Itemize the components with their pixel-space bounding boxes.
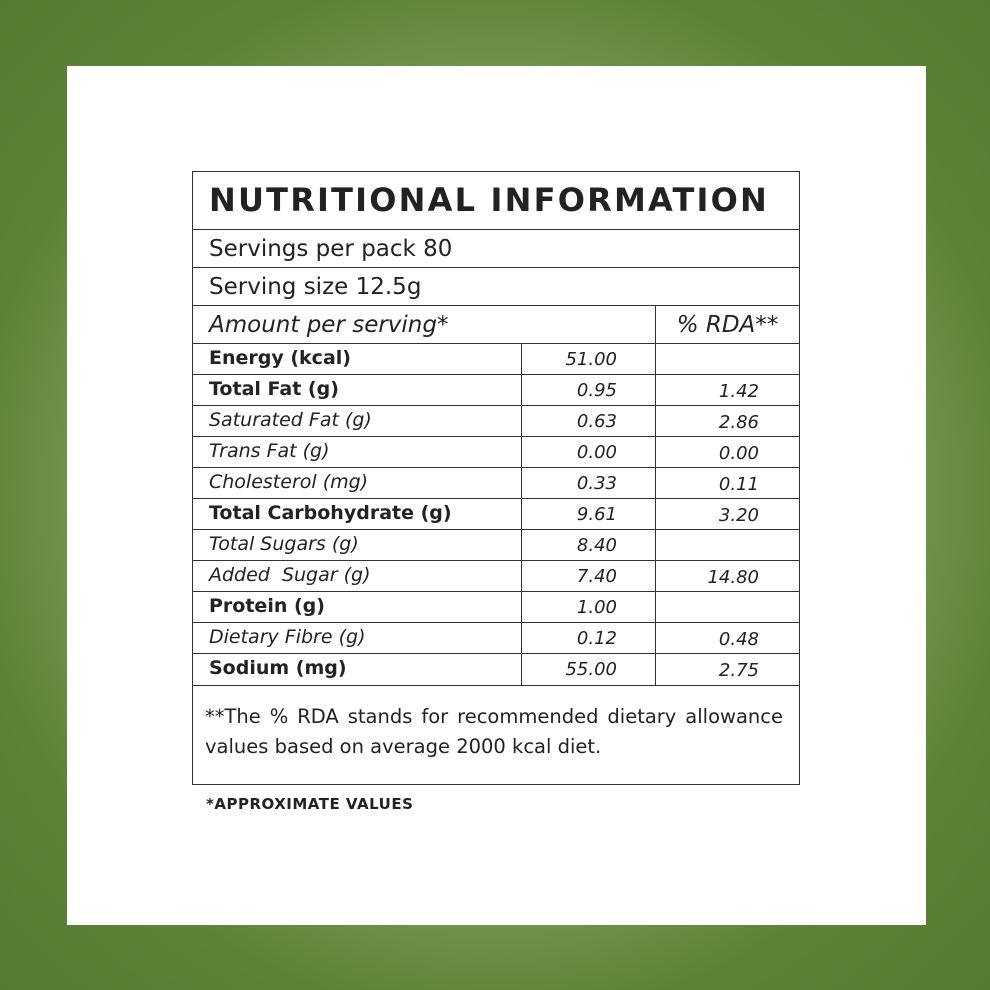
nutrient-rda: 0.48 [718, 629, 759, 650]
table-row [193, 437, 799, 468]
serving-size: Serving size 12.5g [193, 268, 799, 306]
table-row [193, 592, 799, 623]
table-row [193, 344, 799, 375]
nutrient-rda: 14.80 [707, 567, 759, 588]
nutrient-name: Sodium (mg) [193, 654, 522, 685]
nutrient-rda [656, 592, 799, 622]
nutrient-name: Total Carbohydrate (g) [193, 499, 522, 529]
table-row [193, 468, 799, 499]
label-card [67, 66, 926, 925]
nutrient-name: Trans Fat (g) [193, 437, 522, 467]
nutrient-amount: 51.00 [522, 344, 656, 374]
nutrient-amount: 0.00 [522, 437, 656, 467]
table-header [193, 306, 799, 344]
nutrient-table [193, 344, 799, 686]
nutrient-rda: 0.11 [718, 474, 759, 495]
nutrient-rda: 0.00 [718, 443, 759, 464]
nutrient-name: Dietary Fibre (g) [193, 623, 522, 653]
table-row [193, 375, 799, 406]
nutrient-amount: 0.63 [522, 406, 656, 436]
nutrient-rda: 1.42 [718, 381, 759, 402]
panel-title: NUTRITIONAL INFORMATION [193, 172, 799, 230]
nutrient-amount: 7.40 [522, 561, 656, 591]
nutrient-rda [656, 344, 799, 374]
nutrient-name: Added Sugar (g) [193, 561, 522, 591]
nutrient-name: Saturated Fat (g) [193, 406, 522, 436]
nutrient-rda: 3.20 [718, 505, 759, 526]
nutrient-amount: 55.00 [522, 654, 656, 685]
rda-footnote: **The % RDA stands for recommended dietary allowance values based on average 2000 kcal diet. [205, 705, 783, 758]
amount-per-serving-header: Amount per serving* [193, 306, 656, 343]
nutrient-name: Total Sugars (g) [193, 530, 522, 560]
nutrient-rda [656, 530, 799, 560]
nutrient-amount: 0.12 [522, 623, 656, 653]
rda-header: % RDA** [676, 312, 779, 338]
nutrient-amount: 1.00 [522, 592, 656, 622]
nutrient-rda: 2.75 [718, 660, 759, 681]
nutrient-name: Energy (kcal) [193, 344, 522, 374]
table-row [193, 561, 799, 592]
nutrition-panel [192, 171, 800, 785]
nutrient-amount: 9.61 [522, 499, 656, 529]
nutrient-name: Cholesterol (mg) [193, 468, 522, 498]
table-row [193, 406, 799, 437]
table-row [193, 623, 799, 654]
table-row [193, 654, 799, 685]
nutrient-rda: 2.86 [718, 412, 759, 433]
nutrient-amount: 8.40 [522, 530, 656, 560]
nutrient-name: Protein (g) [193, 592, 522, 622]
servings-per-pack: Servings per pack 80 [193, 230, 799, 268]
table-row [193, 499, 799, 530]
approximate-values-note: *APPROXIMATE VALUES [206, 795, 414, 813]
table-row [193, 530, 799, 561]
nutrient-amount: 0.95 [522, 375, 656, 405]
nutrient-amount: 0.33 [522, 468, 656, 498]
nutrient-name: Total Fat (g) [193, 375, 522, 405]
